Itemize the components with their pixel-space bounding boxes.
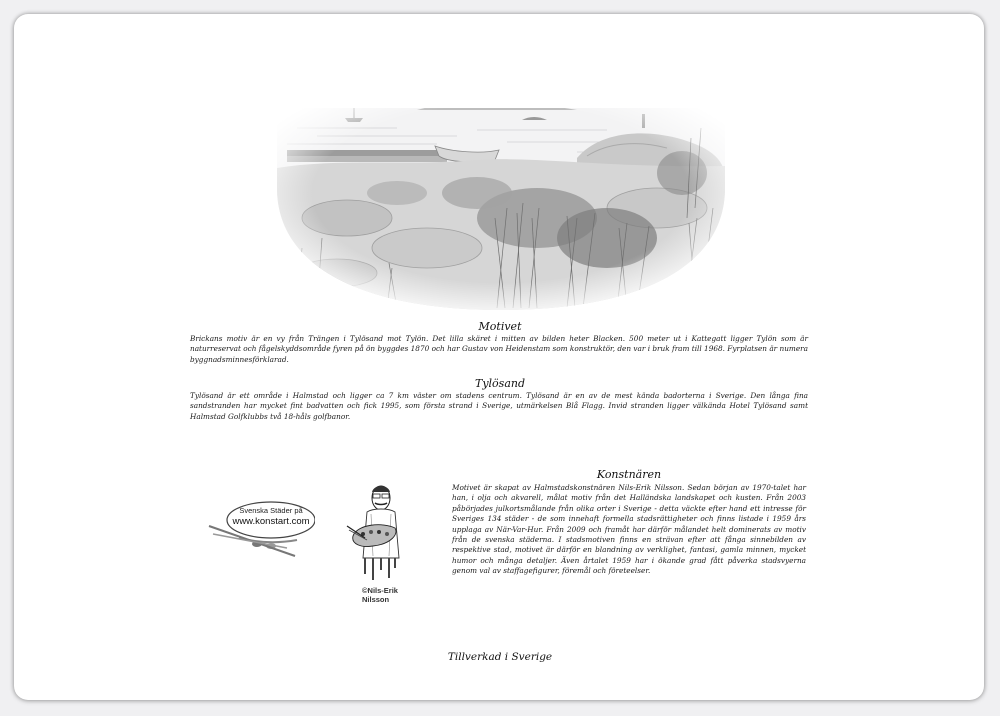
artist-signature (362, 586, 418, 604)
konstart-logo (205, 496, 315, 562)
tylosand-heading: Tylösand (474, 377, 526, 390)
konstnaren-heading: Konstnären (596, 468, 662, 481)
signature-line-2: Nilsson (362, 595, 390, 604)
motivet-text: Brickans motiv är en vy från Trängen i Tylösand mot Tylön. Det lilla skäret i mitten av bilden heter Blacken. 500 meter ut i Kattegatt ligger Tylön som är naturreservat och fågelskyddsområde fyren på ön byggdes 1870 och har Gustav von Heidenstam som konstruktör, den var i bruk fram till 1968. Fyrplatsen är numera byggnadsminnesförklarad. (190, 334, 808, 364)
motivet-heading: Motivet (478, 320, 522, 333)
logo-tagline: Svenska Städer på (239, 506, 303, 515)
landscape-motif-illustration (277, 98, 725, 310)
signature-line-1: ©Nils-Erik (362, 586, 398, 595)
logo-url: www.konstart.com (232, 516, 310, 527)
tylosand-text: Tylösand är ett område i Halmstad och ligger ca 7 km väster om stadens centrum. Tylösand är en av de mest kända badorterna i Sverige. Den långa fina sandstranden har mycket fint badvatten och fick 1995, som första strand i Sverige, utmärkelsen Blå Flagg. Invid stranden ligger välkända Hotel Tylösand samt Halmstad Golfklubbs två 18-håls golfbanor. (190, 391, 808, 421)
footer-made-in-sweden: Tillverkad i Sverige (447, 651, 553, 663)
konstnaren-text: Motivet är skapat av Halmstadskonstnären Nils-Erik Nilsson. Sedan början av 1970-talet har han, i olja och akvarell, målat motiv från det Halländska landskapet och kusten. Från 2003 påbörjades julkortsmålande från olika orter i Sverige - detta väckte efter hand ett intresse för Sveriges 134 städer - de som innehaft formella stadsrättigheter och finns listade i 1959 års upplaga av När-Var-Hur. Från 2009 och framåt har därför målandet helt dominerats av motiv från de svenska städerna. I stadsmotiven finns en strävan efter att fånga sinnebilden av respektive stad, motivet är därför en blandning av verklighet, fantasi, gamla minnen, mycket humor och många detaljer. Även årtalet 1959 har i ökande grad fått påverka stadsvyerna genom val av staffagefigurer, föremål och företeelser. (452, 483, 806, 576)
